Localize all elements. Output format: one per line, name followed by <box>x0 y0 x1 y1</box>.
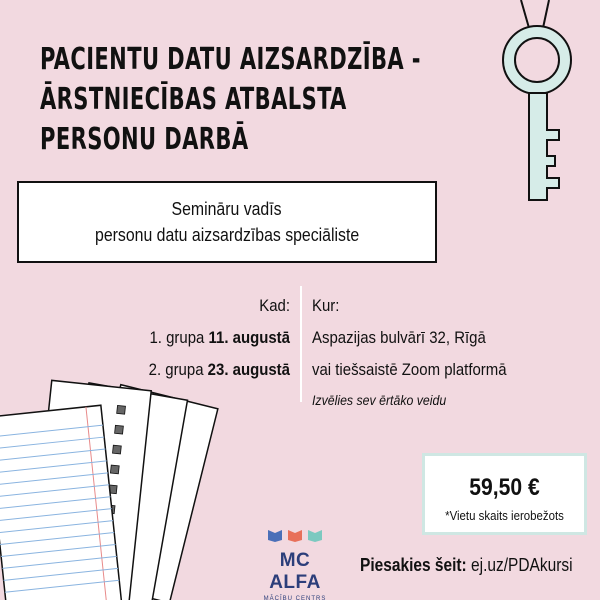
group-2-date: 2. grupa 23. augustā <box>148 360 290 379</box>
where-label: Kur: <box>312 296 340 315</box>
signup-link[interactable]: ej.uz/PDAkursi <box>471 555 573 575</box>
signup-label: Piesakies šeit: <box>360 555 467 575</box>
price-amount: 59,50 € <box>469 474 540 501</box>
price-note: *Vietu skaits ierobežots <box>445 508 564 523</box>
where-line-2: vai tiešsaistē Zoom platformā <box>312 360 507 379</box>
title-line-3: PERSONU DARBĀ <box>40 122 249 157</box>
when-label: Kad: <box>259 296 290 315</box>
where-note: Izvēlies sev ērtāko veidu <box>312 392 447 408</box>
price-box <box>422 453 587 535</box>
logo-subtitle: MĀCĪBU CENTRS <box>263 596 327 600</box>
where-line-1: Aspazijas bulvārī 32, Rīgā <box>312 328 486 347</box>
signup-line <box>360 555 573 576</box>
poster-title <box>40 40 510 160</box>
logo-mark-icon <box>255 528 335 544</box>
logo-name: MC ALFA <box>269 550 321 593</box>
group-1-date: 1. grupa 11. augustā <box>149 328 290 347</box>
title-line-1: PACIENTU DATU AIZSARDZĪBA - <box>40 42 421 77</box>
when-column <box>80 290 290 386</box>
column-divider <box>300 286 302 402</box>
lecturer-line-1: Semināru vadīs <box>171 199 283 219</box>
key-icon <box>495 0 585 220</box>
lecturer-line-2: personu datu aizsardzības speciāliste <box>94 225 360 245</box>
mc-alfa-logo <box>255 528 335 600</box>
title-line-2: ĀRSTNIECĪBAS ATBALSTA <box>40 82 347 117</box>
lecturer-box <box>17 181 437 263</box>
where-column <box>312 290 582 410</box>
checklist-papers-illustration <box>0 375 220 600</box>
